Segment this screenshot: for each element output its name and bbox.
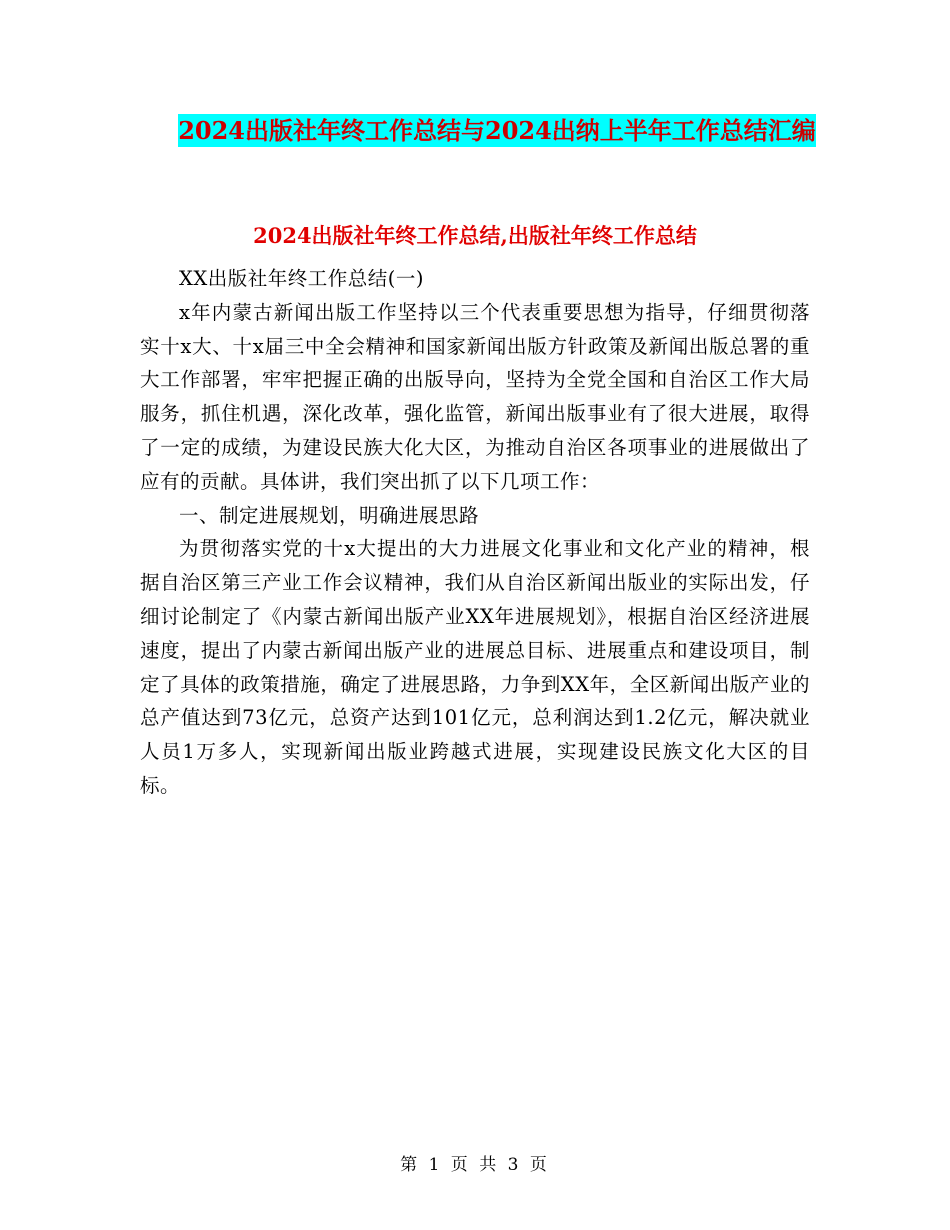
paragraph: x年内蒙古新闻出版工作坚持以三个代表重要思想为指导，仔细贯彻落实十x大、十x届三中全会精神和国家新闻出版方针政策及新闻出版总署的重大工作部署，牢牢把握正确的出版导向，坚持为全党全国和自治区工作大局服务，抓住机遇，深化改革，强化监管，新闻出版事业有了很大进展，取得了一定的成绩，为建设民族大化大区，为推动自治区各项事业的进展做出了应有的贡献。具体讲，我们突出抓了以下几项工作： [140, 300, 810, 493]
document-title [140, 110, 854, 152]
section-title: 2024出版社年终工作总结,出版社年终工作总结 [253, 223, 697, 248]
paragraph-subheading: 一、制定进展规划，明确进展思路 [179, 503, 480, 527]
paragraph-heading: XX出版社年终工作总结(一) [179, 267, 424, 290]
document-title-text: 2024出版社年终工作总结与2024出纳上半年工作总结汇编 [178, 116, 816, 145]
page-number: 第 1 页 共 3 页 [400, 1155, 550, 1175]
document-body [140, 262, 810, 803]
paragraph: 为贯彻落实党的十x大提出的大力进展文化事业和文化产业的精神，根据自治区第三产业工作会议精神，我们从自治区新闻出版业的实际出发，仔细讨论制定了《内蒙古新闻出版产业XX年进展规划》，根据自治区经济进展速度，提出了内蒙古新闻出版产业的进展总目标、进展重点和建设项目，制定了具体的政策措施，确定了进展思路，力争到XX年，全区新闻出版产业的总产值达到73亿元，总资产达到101亿元，总利润达到1.2亿元，解决就业人员1万多人，实现新闻出版业跨越式进展，实现建设民族文化大区的目标。 [140, 537, 810, 797]
